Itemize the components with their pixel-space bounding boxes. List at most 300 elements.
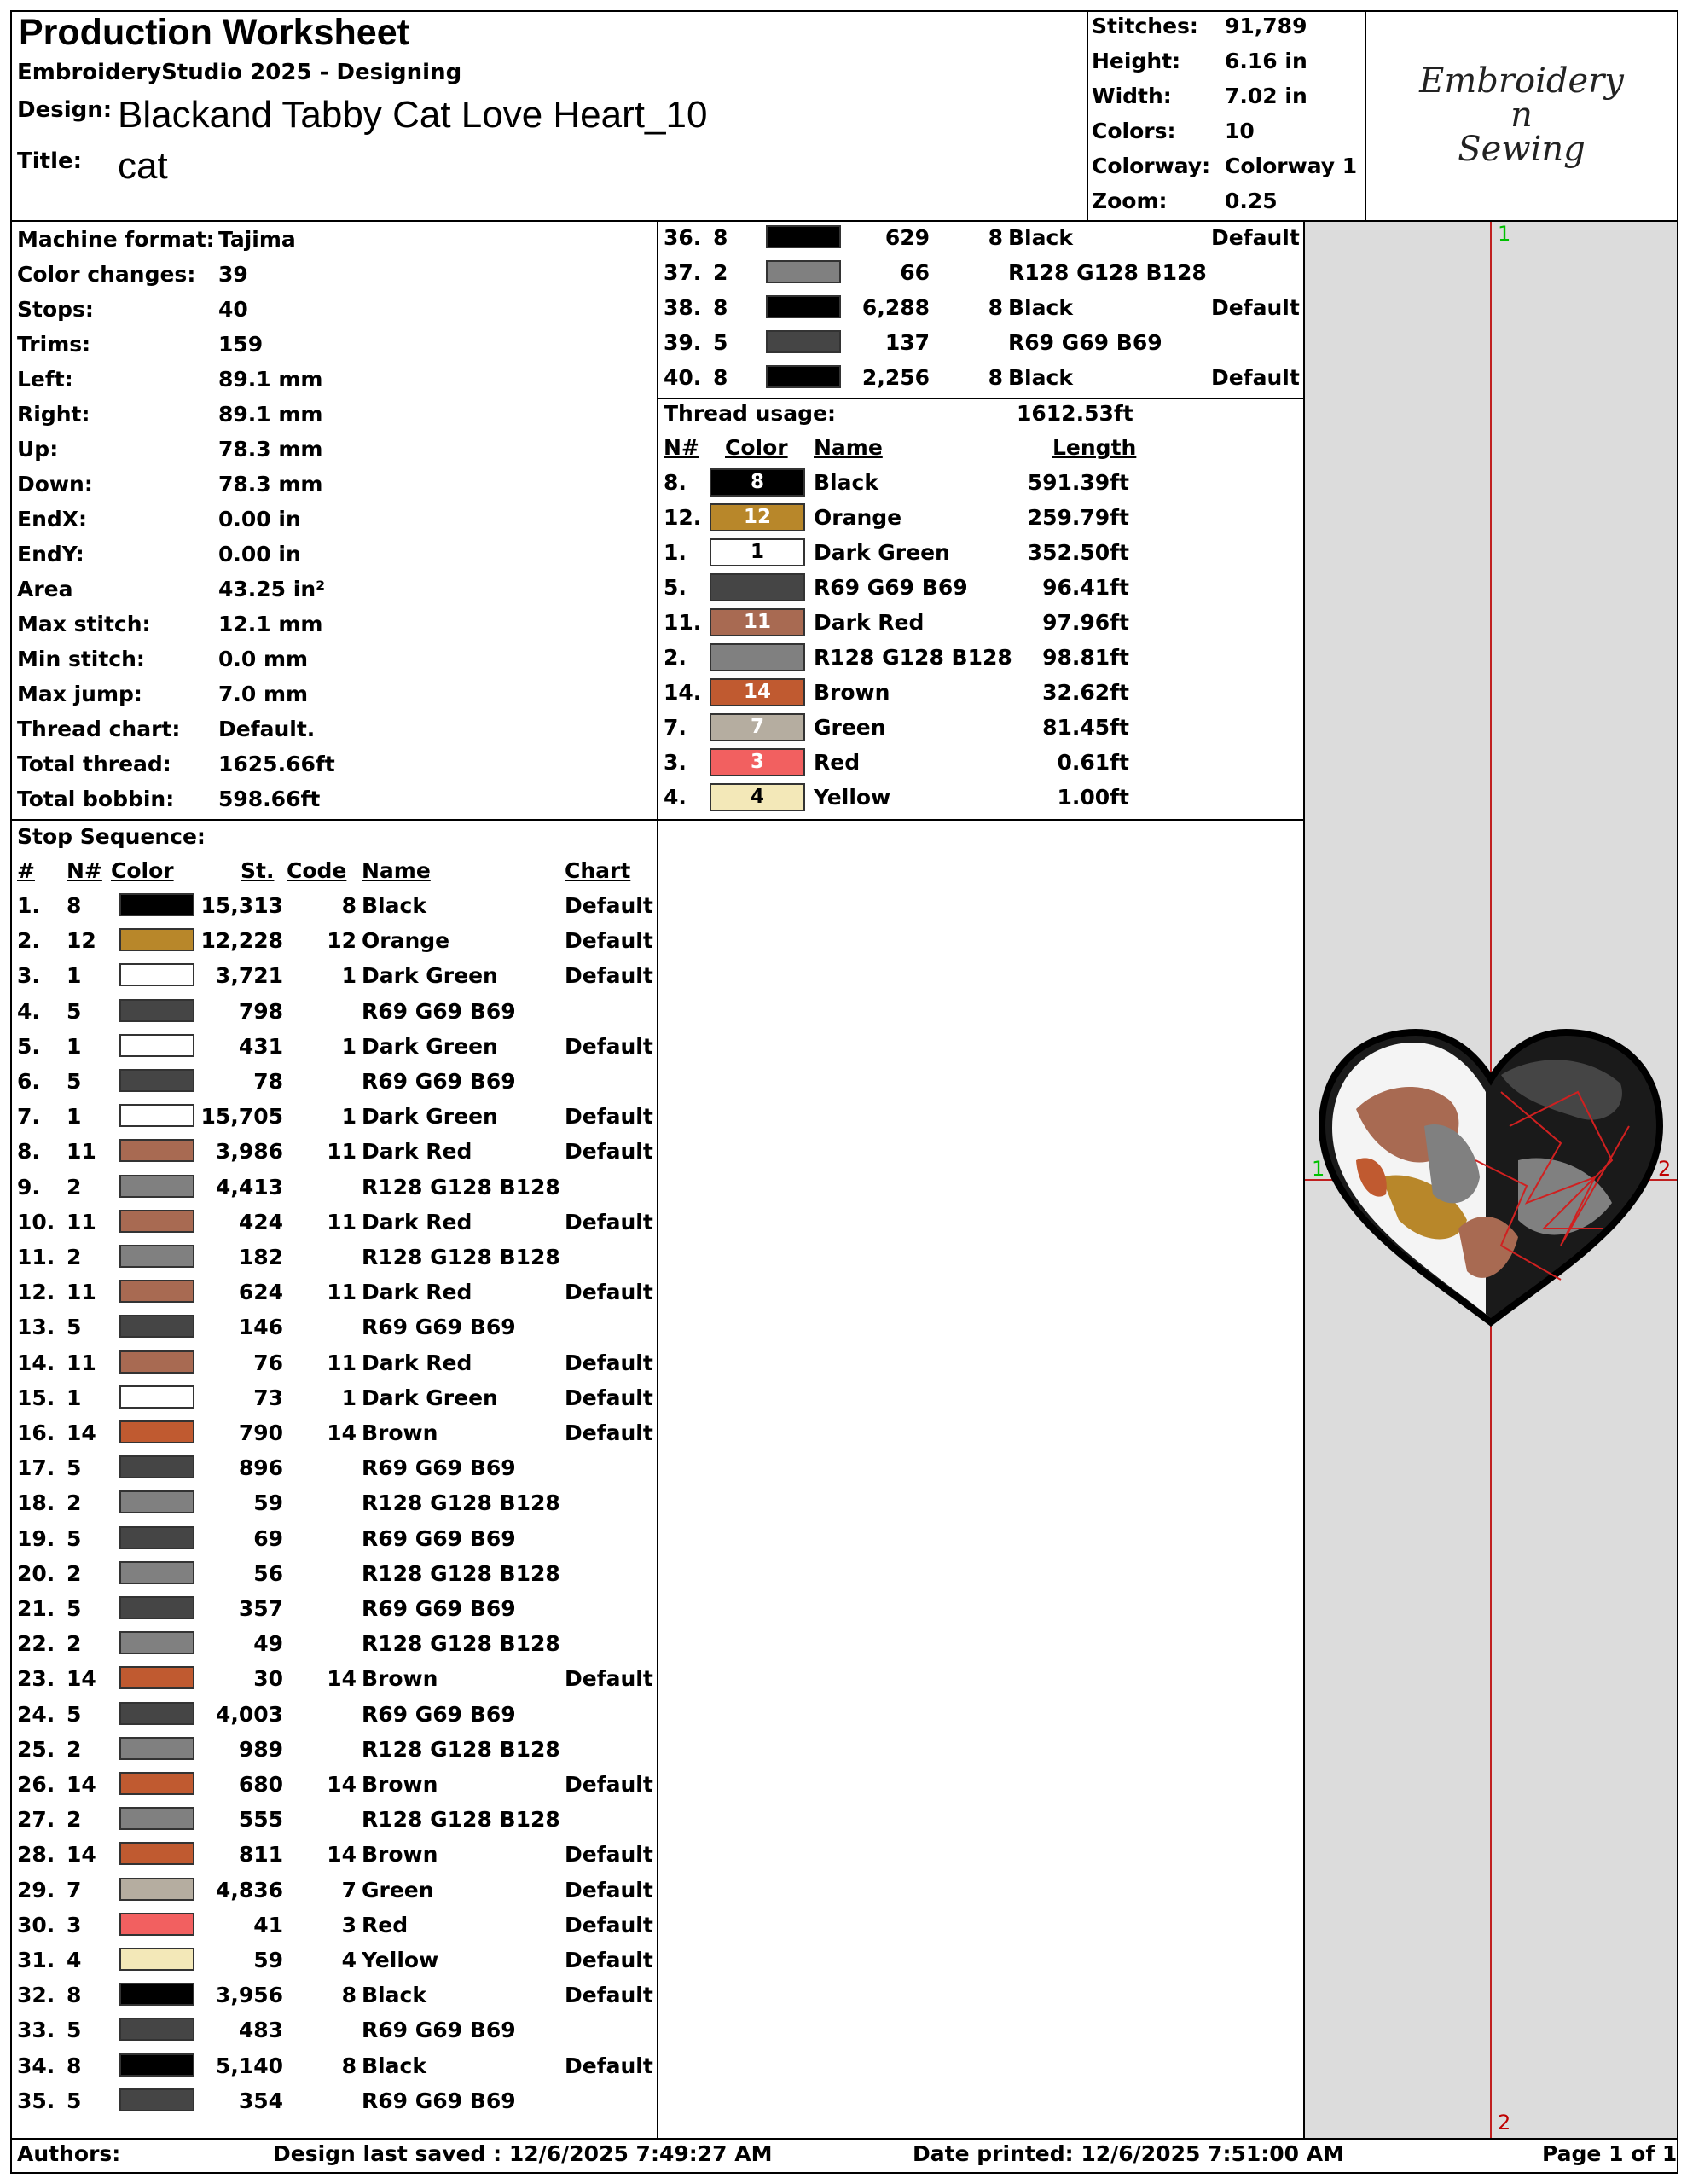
- stop-needle: 2: [713, 260, 728, 285]
- property-value: 12.1 mm: [218, 612, 323, 636]
- stop-color-swatch: [119, 1526, 194, 1549]
- thread-usage-name: R128 G128 B128: [814, 645, 1012, 670]
- stop-code: 1: [341, 1033, 357, 1059]
- stop-row: [10, 1732, 667, 1767]
- stop-chart: Default: [565, 2053, 653, 2078]
- stop-needle: 8: [713, 365, 728, 390]
- title-label: Title:: [17, 148, 83, 174]
- thread-usage-row: [0, 640, 1303, 675]
- stop-color-swatch: [119, 1139, 194, 1162]
- thread-usage-needle: 14.: [664, 680, 702, 705]
- stop-needle: 5: [67, 2018, 82, 2043]
- property-value: 78.3 mm: [218, 437, 323, 462]
- thread-usage-length: 352.50ft: [1027, 540, 1129, 565]
- stop-needle: 12: [67, 928, 96, 954]
- stitches-label: Stitches:: [1092, 14, 1198, 38]
- property-value: 39: [218, 262, 248, 287]
- thread-usage-needle: 4.: [664, 785, 687, 810]
- marker-top: 1: [1498, 222, 1511, 246]
- logo-line-1: Embroidery: [1419, 61, 1624, 101]
- stop-color-swatch: [119, 1069, 194, 1092]
- stop-needle: 3: [67, 1912, 82, 1937]
- stop-thread-name: R128 G128 B128: [362, 1631, 560, 1657]
- stop-thread-name: R69 G69 B69: [362, 1525, 516, 1551]
- stop-stitches: 6,288: [861, 295, 930, 320]
- stop-chart: Default: [565, 1983, 653, 2008]
- software-subtitle: EmbroideryStudio 2025 - Designing: [17, 60, 462, 85]
- thread-usage-needle: 2.: [664, 645, 687, 670]
- stop-num: 34.: [17, 2053, 55, 2078]
- stop-chart: Default: [565, 1139, 653, 1165]
- stop-thread-name: Red: [362, 1912, 409, 1937]
- stop-needle: 5: [67, 2088, 82, 2113]
- stop-row: [10, 958, 667, 993]
- heart-design-image: [1322, 1032, 1660, 1322]
- col-name: Name: [362, 858, 431, 883]
- stop-thread-name: Dark Red: [362, 1139, 472, 1165]
- thread-usage-swatch: 7: [710, 713, 805, 741]
- stop-needle: 8: [67, 2053, 82, 2078]
- stop-stitches: 483: [238, 2018, 283, 2043]
- stop-stitches: 137: [884, 330, 930, 355]
- stop-num: 25.: [17, 1736, 55, 1762]
- stop-num: 21.: [17, 1596, 55, 1621]
- stop-num: 19.: [17, 1525, 55, 1551]
- stop-code: 1: [341, 963, 357, 989]
- stop-needle: 1: [67, 1104, 82, 1130]
- stop-thread-name: R128 G128 B128: [1008, 260, 1207, 285]
- stop-num: 17.: [17, 1455, 55, 1481]
- height-label: Height:: [1092, 49, 1181, 73]
- stop-num: 20.: [17, 1560, 55, 1586]
- property-label: Max stitch:: [17, 612, 151, 636]
- stop-num: 23.: [17, 1666, 55, 1692]
- stop-stitches: 146: [238, 1315, 283, 1340]
- thread-usage-length: 81.45ft: [1042, 715, 1129, 740]
- stop-needle: 5: [67, 1315, 82, 1340]
- stop-thread-name: Dark Green: [362, 1104, 498, 1130]
- stop-num: 32.: [17, 1983, 55, 2008]
- stop-stitches: 66: [900, 260, 930, 285]
- property-value: 159: [218, 332, 264, 357]
- stop-thread-name: R69 G69 B69: [1008, 330, 1162, 355]
- marker-right: 2: [1658, 1157, 1672, 1181]
- thread-usage-name: Green: [814, 715, 886, 740]
- height-value: 6.16 in: [1225, 49, 1307, 73]
- stop-color-swatch: [119, 1561, 194, 1584]
- stop-chart: Default: [565, 1877, 653, 1902]
- stop-stitches: 811: [238, 1842, 283, 1867]
- stop-stitches: 5,140: [215, 2053, 283, 2078]
- marker-bottom: 2: [1498, 2111, 1511, 2135]
- stop-num: 30.: [17, 1912, 55, 1937]
- thread-usage-length: 32.62ft: [1042, 680, 1129, 705]
- stop-thread-name: R128 G128 B128: [362, 1807, 560, 1833]
- property-value: 1625.66ft: [218, 752, 335, 776]
- stop-row: [10, 1205, 667, 1240]
- stop-code: 14: [327, 1772, 357, 1797]
- stop-stitches: 555: [238, 1807, 283, 1833]
- stop-color-swatch: [119, 1034, 194, 1057]
- stop-thread-name: R69 G69 B69: [362, 2088, 516, 2113]
- stop-num: 22.: [17, 1631, 55, 1657]
- colorway-value: Colorway 1: [1225, 154, 1358, 178]
- stop-code: 11: [327, 1350, 357, 1375]
- colorway-label: Colorway:: [1092, 154, 1211, 178]
- stop-num: 28.: [17, 1842, 55, 1867]
- stop-row: [657, 290, 1313, 325]
- stop-needle: 11: [67, 1350, 96, 1375]
- width-label: Width:: [1092, 84, 1172, 108]
- property-value: Tajima: [218, 227, 296, 252]
- stop-color-swatch: [766, 260, 841, 283]
- thread-usage-name: Yellow: [814, 785, 891, 810]
- thread-usage-header: [0, 430, 1303, 465]
- stop-stitches: 680: [238, 1772, 283, 1797]
- stop-num: 40.: [664, 365, 702, 390]
- stop-row: [10, 923, 667, 958]
- stop-code: 14: [327, 1666, 357, 1692]
- stop-row: [657, 325, 1313, 360]
- stop-num: 29.: [17, 1877, 55, 1902]
- stop-num: 12.: [17, 1280, 55, 1305]
- property-value: 0.00 in: [218, 542, 301, 566]
- thread-usage-row: [0, 535, 1303, 570]
- stop-color-swatch: [119, 1210, 194, 1233]
- stop-needle: 5: [713, 330, 728, 355]
- property-label: Thread chart:: [17, 717, 181, 741]
- thread-usage-needle: 7.: [664, 715, 687, 740]
- thread-usage-row: [0, 745, 1303, 780]
- thread-usage-total: 1612.53ft: [1017, 401, 1133, 426]
- stop-needle: 2: [67, 1807, 82, 1833]
- stop-row: [10, 1802, 667, 1837]
- stop-chart: Default: [565, 1209, 653, 1234]
- stop-thread-name: Dark Green: [362, 1385, 498, 1410]
- stop-num: 33.: [17, 2018, 55, 2043]
- stop-color-swatch: [119, 1245, 194, 1268]
- zoom-label: Zoom:: [1092, 189, 1168, 213]
- property-value: 7.0 mm: [218, 682, 309, 706]
- stop-needle: 14: [67, 1842, 96, 1867]
- col-color: Color: [111, 858, 174, 883]
- property-label: Total thread:: [17, 752, 171, 776]
- stop-stitches: 798: [238, 998, 283, 1024]
- thread-usage-needle: 11.: [664, 610, 702, 635]
- stop-num: 24.: [17, 1701, 55, 1727]
- stop-row: [10, 1591, 667, 1626]
- tu-col-color: Color: [725, 435, 788, 460]
- stop-num: 31.: [17, 1948, 55, 1972]
- stop-stitches: 424: [238, 1209, 283, 1234]
- property-label: Area: [17, 577, 73, 601]
- stop-row: [10, 1837, 667, 1872]
- stop-color-swatch: [766, 225, 841, 248]
- stop-chart: Default: [565, 1280, 653, 1305]
- stop-color-swatch: [119, 1280, 194, 1303]
- tu-col-n: N#: [664, 435, 699, 460]
- stop-needle: 2: [67, 1631, 82, 1657]
- property-label: Trims:: [17, 332, 91, 357]
- stop-row: [10, 1978, 667, 2013]
- stop-code: 11: [327, 1139, 357, 1165]
- stop-row: [10, 1485, 667, 1520]
- logo-line-2: n: [1510, 96, 1533, 135]
- stop-row: [10, 1661, 667, 1696]
- thread-usage-label: Thread usage:: [664, 401, 837, 426]
- stop-needle: 11: [67, 1280, 96, 1305]
- thread-usage-swatch: [710, 573, 805, 601]
- stats-divider: [1087, 10, 1088, 222]
- stop-thread-name: Black: [362, 893, 426, 918]
- thread-usage-needle: 12.: [664, 505, 702, 530]
- brand-logo: [1366, 12, 1677, 218]
- property-label: Right:: [17, 402, 90, 427]
- tu-col-name: Name: [814, 435, 883, 460]
- stop-needle: 8: [67, 1983, 82, 2008]
- stop-row: [10, 1908, 667, 1943]
- stop-num: 5.: [17, 1033, 40, 1059]
- property-label: Down:: [17, 472, 93, 497]
- footer-last-saved: Design last saved : 12/6/2025 7:49:27 AM: [273, 2141, 773, 2166]
- stop-chart: Default: [565, 1666, 653, 1692]
- property-value: 0.00 in: [218, 507, 301, 531]
- property-label: Color changes:: [17, 262, 196, 287]
- stop-code: 8: [988, 225, 1003, 250]
- tu-col-length: Length: [1052, 435, 1137, 460]
- stop-row: [10, 1626, 667, 1661]
- stop-num: 39.: [664, 330, 702, 355]
- stop-needle: 8: [713, 225, 728, 250]
- stop-stitches: 4,003: [215, 1701, 283, 1727]
- stop-color-swatch: [119, 893, 194, 916]
- stop-num: 13.: [17, 1315, 55, 1340]
- property-value: 78.3 mm: [218, 472, 323, 497]
- thread-usage-row: [0, 605, 1303, 640]
- stop-num: 11.: [17, 1245, 55, 1269]
- stop-needle: 7: [67, 1877, 82, 1902]
- property-label: EndY:: [17, 542, 84, 566]
- stop-color-swatch: [119, 1772, 194, 1795]
- stop-color-swatch: [119, 1878, 194, 1901]
- thread-usage-swatch: 1: [710, 538, 805, 566]
- stop-num: 9.: [17, 1174, 40, 1199]
- stop-row: [10, 1450, 667, 1485]
- stop-color-swatch: [119, 2053, 194, 2077]
- stop-code: 11: [327, 1209, 357, 1234]
- stop-thread-name: Brown: [362, 1842, 438, 1867]
- stop-needle: 2: [67, 1174, 82, 1199]
- thread-usage-name: Orange: [814, 505, 902, 530]
- stop-thread-name: Dark Red: [362, 1280, 472, 1305]
- stop-thread-name: Dark Red: [362, 1209, 472, 1234]
- thread-usage-needle: 1.: [664, 540, 687, 565]
- stitches-value: 91,789: [1225, 14, 1307, 38]
- stop-color-swatch: [119, 1455, 194, 1478]
- property-value: 0.0 mm: [218, 647, 309, 671]
- stop-thread-name: R128 G128 B128: [362, 1736, 560, 1762]
- width-value: 7.02 in: [1225, 84, 1307, 108]
- thread-usage-swatch: 11: [710, 608, 805, 636]
- stop-stitches: 12,228: [200, 928, 283, 954]
- stop-color-swatch: [119, 1842, 194, 1865]
- stop-num: 36.: [664, 225, 702, 250]
- col-st: St.: [241, 858, 275, 883]
- stop-stitches: 989: [238, 1736, 283, 1762]
- stop-row: [10, 1275, 667, 1310]
- stop-color-swatch: [119, 2018, 194, 2041]
- stop-stitches: 3,721: [215, 963, 283, 989]
- property-value: 598.66ft: [218, 787, 321, 811]
- thread-usage-length: 1.00ft: [1057, 785, 1129, 810]
- stop-code: 7: [341, 1877, 357, 1902]
- thread-usage-name: Red: [814, 750, 861, 775]
- thread-usage-needle: 5.: [664, 575, 687, 600]
- stop-needle: 2: [67, 1560, 82, 1586]
- stop-stitches: 4,413: [215, 1174, 283, 1199]
- thread-usage-name: Brown: [814, 680, 890, 705]
- stop-row: [10, 1873, 667, 1908]
- stop-num: 8.: [17, 1139, 40, 1165]
- col-code: Code: [287, 858, 347, 883]
- stop-row: [10, 1310, 667, 1345]
- stop-code: 11: [327, 1280, 357, 1305]
- stop-code: 14: [327, 1420, 357, 1445]
- stop-color-swatch: [766, 330, 841, 353]
- stop-needle: 5: [67, 1701, 82, 1727]
- stop-code: 1: [341, 1385, 357, 1410]
- colors-label: Colors:: [1092, 119, 1176, 143]
- stop-color-swatch: [119, 999, 194, 1022]
- stop-row: [657, 220, 1313, 255]
- property-value: Default.: [218, 717, 316, 741]
- stop-stitches: 896: [238, 1455, 283, 1481]
- stop-thread-name: Black: [1008, 365, 1073, 390]
- property-label: Total bobbin:: [17, 787, 175, 811]
- stop-row: [10, 1345, 667, 1380]
- logo-line-3: Sewing: [1458, 130, 1586, 169]
- stop-needle: 11: [67, 1139, 96, 1165]
- stop-chart: Default: [1211, 225, 1300, 250]
- stop-color-swatch: [119, 1702, 194, 1725]
- stop-chart: Default: [565, 1033, 653, 1059]
- thread-usage-name: Dark Green: [814, 540, 950, 565]
- stop-color-swatch: [119, 1666, 194, 1689]
- stop-needle: 1: [67, 1385, 82, 1410]
- stop-stitches: 73: [253, 1385, 283, 1410]
- stop-thread-name: Brown: [362, 1772, 438, 1797]
- thread-usage-name: R69 G69 B69: [814, 575, 968, 600]
- stop-num: 27.: [17, 1807, 55, 1833]
- stop-thread-name: R69 G69 B69: [362, 1315, 516, 1340]
- thread-usage-swatch: 3: [710, 748, 805, 776]
- stop-stitches: 15,705: [200, 1104, 283, 1130]
- preview-canvas: [1305, 222, 1677, 2138]
- stop-row: [10, 1240, 667, 1275]
- stop-needle: 5: [67, 1069, 82, 1094]
- stop-code: 1: [341, 1104, 357, 1130]
- stop-code: 14: [327, 1842, 357, 1867]
- stop-stitches: 354: [238, 2088, 283, 2113]
- thread-usage-row: [0, 780, 1303, 815]
- stop-num: 18.: [17, 1490, 55, 1516]
- stop-thread-name: Black: [362, 2053, 426, 2078]
- stop-thread-name: Black: [1008, 225, 1073, 250]
- stop-row: [10, 1521, 667, 1556]
- stop-row: [657, 360, 1313, 395]
- stop-num: 4.: [17, 998, 40, 1024]
- stop-thread-name: Black: [1008, 295, 1073, 320]
- stop-needle: 2: [67, 1490, 82, 1516]
- stop-num: 35.: [17, 2088, 55, 2113]
- stop-thread-name: Yellow: [362, 1948, 439, 1972]
- thread-usage-swatch: 8: [710, 468, 805, 497]
- stop-stitches: 3,956: [215, 1983, 283, 2008]
- stop-stitches: 15,313: [200, 893, 283, 918]
- stop-needle: 8: [67, 893, 82, 918]
- stop-needle: 5: [67, 1455, 82, 1481]
- stop-thread-name: Brown: [362, 1420, 438, 1445]
- stop-stitches: 4,836: [215, 1877, 283, 1902]
- properties-divider: [10, 819, 1305, 821]
- thread-usage-swatch: 4: [710, 783, 805, 811]
- stop-color-swatch: [119, 1315, 194, 1338]
- stop-color-swatch: [119, 1807, 194, 1830]
- stop-stitches: 76: [253, 1350, 283, 1375]
- property-label: Left:: [17, 367, 73, 392]
- stop-row: [10, 2048, 667, 2083]
- stop-sequence-title: Stop Sequence:: [17, 824, 206, 849]
- stop-color-swatch: [119, 1631, 194, 1654]
- property-label: Machine format:: [17, 227, 215, 252]
- stop-color-swatch: [119, 2088, 194, 2111]
- stop-row: [10, 1170, 667, 1205]
- thread-usage-needle: 3.: [664, 750, 687, 775]
- thread-usage-row: [0, 710, 1303, 745]
- stop-color-swatch: [119, 1948, 194, 1971]
- stop-needle: 11: [67, 1209, 96, 1234]
- stop-code: 8: [341, 1983, 357, 2008]
- stop-chart: Default: [565, 1385, 653, 1410]
- col-chart: Chart: [565, 858, 631, 883]
- property-label: Max jump:: [17, 682, 142, 706]
- stop-code: 8: [341, 893, 357, 918]
- stop-color-swatch: [119, 1490, 194, 1513]
- property-label: EndX:: [17, 507, 88, 531]
- stop-row: [10, 1380, 667, 1415]
- stop-color-swatch: [119, 1737, 194, 1760]
- stop-stitches: 49: [253, 1631, 283, 1657]
- stop-needle: 2: [67, 1245, 82, 1269]
- stop-row: [10, 2013, 667, 2048]
- stop-row: [10, 1099, 667, 1134]
- col-num: #: [17, 858, 35, 883]
- stop-chart: Default: [1211, 295, 1300, 320]
- stop-num: 14.: [17, 1350, 55, 1375]
- stop-needle: 8: [713, 295, 728, 320]
- page-title: Production Worksheet: [19, 12, 409, 53]
- stop-num: 37.: [664, 260, 702, 285]
- thread-usage-swatch: 14: [710, 678, 805, 706]
- design-name: Blackand Tabby Cat Love Heart_10: [118, 94, 708, 136]
- stop-num: 3.: [17, 963, 40, 989]
- stop-color-swatch: [119, 1350, 194, 1374]
- thread-usage-row: [0, 500, 1303, 535]
- stop-stitches: 30: [253, 1666, 283, 1692]
- stop-chart: Default: [565, 893, 653, 918]
- thread-usage-name: Black: [814, 470, 878, 495]
- stop-num: 38.: [664, 295, 702, 320]
